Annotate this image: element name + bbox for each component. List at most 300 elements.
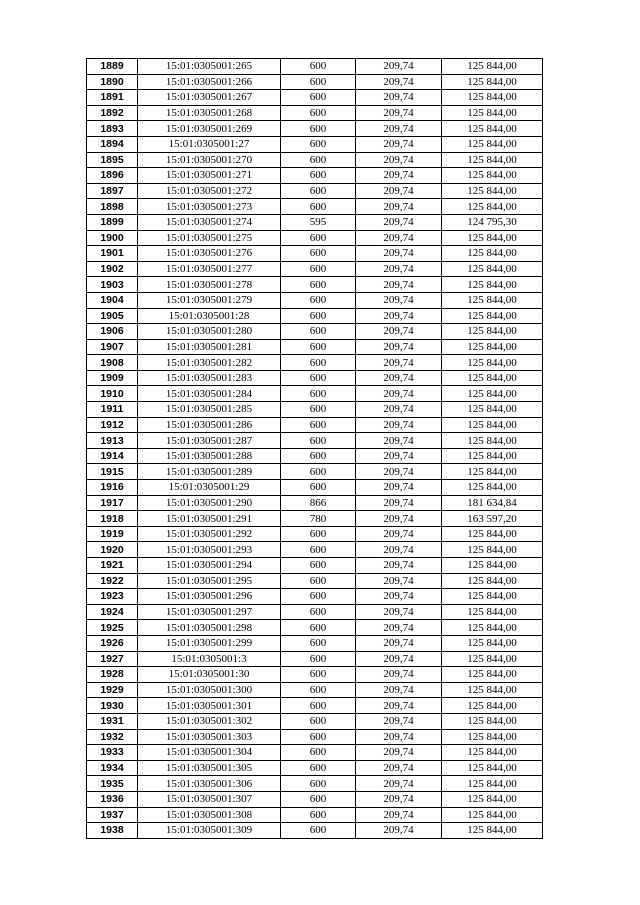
area-cell: 595 (281, 214, 356, 230)
area-cell: 600 (281, 308, 356, 324)
cadastral-number-cell: 15:01:0305001:295 (138, 573, 281, 589)
rate-cell: 209,74 (356, 324, 442, 340)
cadastral-value-cell: 125 844,00 (442, 370, 543, 386)
cadastral-value-cell: 125 844,00 (442, 667, 543, 683)
cadastral-value-cell: 125 844,00 (442, 448, 543, 464)
cadastral-number-cell: 15:01:0305001:296 (138, 589, 281, 605)
table-row (87, 74, 543, 90)
row-number-cell: 1914 (87, 448, 138, 464)
cadastral-value-cell: 125 844,00 (442, 480, 543, 496)
cadastral-value-cell: 125 844,00 (442, 74, 543, 90)
table-row (87, 604, 543, 620)
rate-cell: 209,74 (356, 464, 442, 480)
area-cell: 600 (281, 168, 356, 184)
cadastral-value-cell: 125 844,00 (442, 277, 543, 293)
cadastral-number-cell: 15:01:0305001:275 (138, 230, 281, 246)
rate-cell: 209,74 (356, 168, 442, 184)
table-row (87, 105, 543, 121)
rate-cell: 209,74 (356, 121, 442, 137)
table-row (87, 776, 543, 792)
area-cell: 600 (281, 152, 356, 168)
table-row (87, 277, 543, 293)
cadastral-value-cell: 125 844,00 (442, 90, 543, 106)
cadastral-number-cell: 15:01:0305001:291 (138, 511, 281, 527)
table-row (87, 59, 543, 75)
area-cell: 600 (281, 620, 356, 636)
row-number-cell: 1889 (87, 59, 138, 75)
row-number-cell: 1890 (87, 74, 138, 90)
area-cell: 600 (281, 105, 356, 121)
cadastral-number-cell: 15:01:0305001:286 (138, 417, 281, 433)
area-cell: 600 (281, 604, 356, 620)
cadastral-number-cell: 15:01:0305001:304 (138, 745, 281, 761)
cadastral-value-cell: 125 844,00 (442, 558, 543, 574)
area-cell: 600 (281, 230, 356, 246)
table-row (87, 791, 543, 807)
table-row (87, 682, 543, 698)
cadastral-value-cell: 125 844,00 (442, 713, 543, 729)
table-row (87, 417, 543, 433)
row-number-cell: 1908 (87, 355, 138, 371)
rate-cell: 209,74 (356, 417, 442, 433)
rate-cell: 209,74 (356, 105, 442, 121)
cadastral-number-cell: 15:01:0305001:305 (138, 760, 281, 776)
row-number-cell: 1926 (87, 635, 138, 651)
area-cell: 600 (281, 667, 356, 683)
cadastral-value-cell: 125 844,00 (442, 230, 543, 246)
row-number-cell: 1934 (87, 760, 138, 776)
table-row (87, 511, 543, 527)
area-cell: 600 (281, 433, 356, 449)
area-cell: 600 (281, 542, 356, 558)
area-cell: 600 (281, 480, 356, 496)
cadastral-value-cell: 124 795,30 (442, 214, 543, 230)
row-number-cell: 1925 (87, 620, 138, 636)
area-cell: 600 (281, 526, 356, 542)
row-number-cell: 1930 (87, 698, 138, 714)
table-row (87, 261, 543, 277)
cadastral-number-cell: 15:01:0305001:30 (138, 667, 281, 683)
area-cell: 600 (281, 823, 356, 839)
row-number-cell: 1922 (87, 573, 138, 589)
area-cell: 600 (281, 370, 356, 386)
row-number-cell: 1903 (87, 277, 138, 293)
cadastral-number-cell: 15:01:0305001:303 (138, 729, 281, 745)
area-cell: 600 (281, 589, 356, 605)
cadastral-value-cell: 125 844,00 (442, 355, 543, 371)
row-number-cell: 1893 (87, 121, 138, 137)
cadastral-number-cell: 15:01:0305001:293 (138, 542, 281, 558)
cadastral-number-cell: 15:01:0305001:27 (138, 136, 281, 152)
row-number-cell: 1918 (87, 511, 138, 527)
rate-cell: 209,74 (356, 745, 442, 761)
row-number-cell: 1936 (87, 791, 138, 807)
row-number-cell: 1905 (87, 308, 138, 324)
rate-cell: 209,74 (356, 620, 442, 636)
area-cell: 780 (281, 511, 356, 527)
area-cell: 600 (281, 121, 356, 137)
table-row (87, 698, 543, 714)
rate-cell: 209,74 (356, 74, 442, 90)
cadastral-number-cell: 15:01:0305001:298 (138, 620, 281, 636)
cadastral-value-cell: 125 844,00 (442, 464, 543, 480)
area-cell: 600 (281, 261, 356, 277)
table-row (87, 402, 543, 418)
area-cell: 600 (281, 791, 356, 807)
row-number-cell: 1913 (87, 433, 138, 449)
row-number-cell: 1929 (87, 682, 138, 698)
cadastral-value-cell: 125 844,00 (442, 807, 543, 823)
area-cell: 600 (281, 246, 356, 262)
table-row (87, 667, 543, 683)
table-row (87, 136, 543, 152)
area-cell: 600 (281, 292, 356, 308)
area-cell: 600 (281, 464, 356, 480)
row-number-cell: 1901 (87, 246, 138, 262)
row-number-cell: 1931 (87, 713, 138, 729)
cadastral-value-cell: 125 844,00 (442, 261, 543, 277)
table-row (87, 635, 543, 651)
table-row (87, 713, 543, 729)
cadastral-number-cell: 15:01:0305001:283 (138, 370, 281, 386)
cadastral-value-cell: 125 844,00 (442, 698, 543, 714)
cadastral-number-cell: 15:01:0305001:290 (138, 495, 281, 511)
cadastral-value-cell: 125 844,00 (442, 339, 543, 355)
area-cell: 600 (281, 277, 356, 293)
row-number-cell: 1937 (87, 807, 138, 823)
cadastral-value-cell: 125 844,00 (442, 526, 543, 542)
cadastral-number-cell: 15:01:0305001:306 (138, 776, 281, 792)
area-cell: 600 (281, 776, 356, 792)
cadastral-number-cell: 15:01:0305001:279 (138, 292, 281, 308)
area-cell: 600 (281, 760, 356, 776)
rate-cell: 209,74 (356, 776, 442, 792)
table-row (87, 433, 543, 449)
area-cell: 600 (281, 698, 356, 714)
table-row (87, 745, 543, 761)
row-number-cell: 1897 (87, 183, 138, 199)
cadastral-value-cell: 125 844,00 (442, 729, 543, 745)
rate-cell: 209,74 (356, 277, 442, 293)
cadastral-number-cell: 15:01:0305001:269 (138, 121, 281, 137)
row-number-cell: 1910 (87, 386, 138, 402)
rate-cell: 209,74 (356, 355, 442, 371)
cadastral-number-cell: 15:01:0305001:294 (138, 558, 281, 574)
rate-cell: 209,74 (356, 402, 442, 418)
table-row (87, 199, 543, 215)
table-row (87, 448, 543, 464)
row-number-cell: 1923 (87, 589, 138, 605)
rate-cell: 209,74 (356, 199, 442, 215)
rate-cell: 209,74 (356, 183, 442, 199)
row-number-cell: 1917 (87, 495, 138, 511)
rate-cell: 209,74 (356, 261, 442, 277)
area-cell: 600 (281, 386, 356, 402)
rate-cell: 209,74 (356, 59, 442, 75)
cadastral-number-cell: 15:01:0305001:266 (138, 74, 281, 90)
cadastral-number-cell: 15:01:0305001:274 (138, 214, 281, 230)
cadastral-value-cell: 125 844,00 (442, 589, 543, 605)
cadastral-value-cell: 125 844,00 (442, 308, 543, 324)
row-number-cell: 1920 (87, 542, 138, 558)
rate-cell: 209,74 (356, 729, 442, 745)
row-number-cell: 1902 (87, 261, 138, 277)
cadastral-number-cell: 15:01:0305001:270 (138, 152, 281, 168)
table-row (87, 292, 543, 308)
cadastral-value-cell: 125 844,00 (442, 402, 543, 418)
table-row (87, 246, 543, 262)
cadastral-number-cell: 15:01:0305001:301 (138, 698, 281, 714)
row-number-cell: 1927 (87, 651, 138, 667)
area-cell: 600 (281, 682, 356, 698)
cadastral-value-cell: 125 844,00 (442, 324, 543, 340)
rate-cell: 209,74 (356, 558, 442, 574)
area-cell: 600 (281, 324, 356, 340)
row-number-cell: 1935 (87, 776, 138, 792)
rate-cell: 209,74 (356, 308, 442, 324)
cadastral-number-cell: 15:01:0305001:28 (138, 308, 281, 324)
cadastral-value-cell: 125 844,00 (442, 620, 543, 636)
row-number-cell: 1894 (87, 136, 138, 152)
row-number-cell: 1898 (87, 199, 138, 215)
cadastral-value-cell: 125 844,00 (442, 682, 543, 698)
cadastral-value-cell: 125 844,00 (442, 542, 543, 558)
table-row (87, 729, 543, 745)
table-row (87, 121, 543, 137)
area-cell: 600 (281, 136, 356, 152)
rate-cell: 209,74 (356, 760, 442, 776)
table-row (87, 573, 543, 589)
cadastral-number-cell: 15:01:0305001:299 (138, 635, 281, 651)
cadastral-value-cell: 125 844,00 (442, 823, 543, 839)
table-row (87, 230, 543, 246)
cadastral-value-cell: 125 844,00 (442, 791, 543, 807)
cadastral-value-cell: 125 844,00 (442, 604, 543, 620)
rate-cell: 209,74 (356, 807, 442, 823)
cadastral-number-cell: 15:01:0305001:280 (138, 324, 281, 340)
table-row (87, 386, 543, 402)
row-number-cell: 1928 (87, 667, 138, 683)
area-cell: 600 (281, 74, 356, 90)
cadastral-value-cell: 125 844,00 (442, 776, 543, 792)
row-number-cell: 1907 (87, 339, 138, 355)
table-row (87, 542, 543, 558)
cadastral-value-cell: 125 844,00 (442, 152, 543, 168)
table-row (87, 760, 543, 776)
rate-cell: 209,74 (356, 230, 442, 246)
area-cell: 866 (281, 495, 356, 511)
cadastral-value-cell: 181 634,84 (442, 495, 543, 511)
cadastral-value-cell: 163 597,20 (442, 511, 543, 527)
cadastral-number-cell: 15:01:0305001:288 (138, 448, 281, 464)
row-number-cell: 1909 (87, 370, 138, 386)
cadastral-number-cell: 15:01:0305001:278 (138, 277, 281, 293)
area-cell: 600 (281, 573, 356, 589)
area-cell: 600 (281, 199, 356, 215)
area-cell: 600 (281, 713, 356, 729)
table-row (87, 651, 543, 667)
row-number-cell: 1906 (87, 324, 138, 340)
cadastral-number-cell: 15:01:0305001:268 (138, 105, 281, 121)
parcels-table (86, 58, 543, 839)
area-cell: 600 (281, 651, 356, 667)
area-cell: 600 (281, 558, 356, 574)
area-cell: 600 (281, 807, 356, 823)
cadastral-value-cell: 125 844,00 (442, 417, 543, 433)
area-cell: 600 (281, 402, 356, 418)
rate-cell: 209,74 (356, 791, 442, 807)
cadastral-number-cell: 15:01:0305001:307 (138, 791, 281, 807)
rate-cell: 209,74 (356, 823, 442, 839)
table-row (87, 823, 543, 839)
area-cell: 600 (281, 183, 356, 199)
table-row (87, 183, 543, 199)
cadastral-value-cell: 125 844,00 (442, 105, 543, 121)
cadastral-number-cell: 15:01:0305001:284 (138, 386, 281, 402)
row-number-cell: 1899 (87, 214, 138, 230)
row-number-cell: 1921 (87, 558, 138, 574)
table-row (87, 168, 543, 184)
area-cell: 600 (281, 448, 356, 464)
area-cell: 600 (281, 339, 356, 355)
row-number-cell: 1916 (87, 480, 138, 496)
cadastral-value-cell: 125 844,00 (442, 292, 543, 308)
table-row (87, 339, 543, 355)
table-row (87, 589, 543, 605)
rate-cell: 209,74 (356, 604, 442, 620)
row-number-cell: 1895 (87, 152, 138, 168)
cadastral-number-cell: 15:01:0305001:282 (138, 355, 281, 371)
row-number-cell: 1938 (87, 823, 138, 839)
rate-cell: 209,74 (356, 651, 442, 667)
row-number-cell: 1900 (87, 230, 138, 246)
rate-cell: 209,74 (356, 667, 442, 683)
cadastral-number-cell: 15:01:0305001:292 (138, 526, 281, 542)
rate-cell: 209,74 (356, 90, 442, 106)
rate-cell: 209,74 (356, 136, 442, 152)
table-row (87, 152, 543, 168)
area-cell: 600 (281, 90, 356, 106)
rate-cell: 209,74 (356, 152, 442, 168)
table-row (87, 90, 543, 106)
cadastral-value-cell: 125 844,00 (442, 573, 543, 589)
row-number-cell: 1933 (87, 745, 138, 761)
rate-cell: 209,74 (356, 433, 442, 449)
cadastral-number-cell: 15:01:0305001:297 (138, 604, 281, 620)
rate-cell: 209,74 (356, 448, 442, 464)
rate-cell: 209,74 (356, 589, 442, 605)
rate-cell: 209,74 (356, 635, 442, 651)
cadastral-value-cell: 125 844,00 (442, 745, 543, 761)
rate-cell: 209,74 (356, 511, 442, 527)
cadastral-value-cell: 125 844,00 (442, 199, 543, 215)
rate-cell: 209,74 (356, 682, 442, 698)
area-cell: 600 (281, 417, 356, 433)
cadastral-value-cell: 125 844,00 (442, 635, 543, 651)
rate-cell: 209,74 (356, 370, 442, 386)
area-cell: 600 (281, 355, 356, 371)
table-row (87, 214, 543, 230)
rate-cell: 209,74 (356, 386, 442, 402)
rate-cell: 209,74 (356, 526, 442, 542)
row-number-cell: 1896 (87, 168, 138, 184)
cadastral-number-cell: 15:01:0305001:285 (138, 402, 281, 418)
rate-cell: 209,74 (356, 292, 442, 308)
row-number-cell: 1891 (87, 90, 138, 106)
row-number-cell: 1932 (87, 729, 138, 745)
cadastral-number-cell: 15:01:0305001:276 (138, 246, 281, 262)
cadastral-number-cell: 15:01:0305001:3 (138, 651, 281, 667)
cadastral-number-cell: 15:01:0305001:289 (138, 464, 281, 480)
table-row (87, 526, 543, 542)
row-number-cell: 1912 (87, 417, 138, 433)
rate-cell: 209,74 (356, 480, 442, 496)
area-cell: 600 (281, 729, 356, 745)
table-row (87, 807, 543, 823)
table-row (87, 620, 543, 636)
table-row (87, 464, 543, 480)
rate-cell: 209,74 (356, 246, 442, 262)
cadastral-value-cell: 125 844,00 (442, 386, 543, 402)
cadastral-value-cell: 125 844,00 (442, 136, 543, 152)
row-number-cell: 1904 (87, 292, 138, 308)
cadastral-number-cell: 15:01:0305001:287 (138, 433, 281, 449)
rate-cell: 209,74 (356, 214, 442, 230)
cadastral-number-cell: 15:01:0305001:271 (138, 168, 281, 184)
table-row (87, 370, 543, 386)
cadastral-number-cell: 15:01:0305001:308 (138, 807, 281, 823)
cadastral-value-cell: 125 844,00 (442, 246, 543, 262)
area-cell: 600 (281, 59, 356, 75)
cadastral-number-cell: 15:01:0305001:29 (138, 480, 281, 496)
row-number-cell: 1924 (87, 604, 138, 620)
rate-cell: 209,74 (356, 713, 442, 729)
row-number-cell: 1915 (87, 464, 138, 480)
cadastral-number-cell: 15:01:0305001:272 (138, 183, 281, 199)
cadastral-number-cell: 15:01:0305001:273 (138, 199, 281, 215)
cadastral-value-cell: 125 844,00 (442, 760, 543, 776)
parcels-table-body (87, 59, 543, 839)
cadastral-number-cell: 15:01:0305001:300 (138, 682, 281, 698)
table-row (87, 324, 543, 340)
rate-cell: 209,74 (356, 542, 442, 558)
cadastral-number-cell: 15:01:0305001:277 (138, 261, 281, 277)
cadastral-value-cell: 125 844,00 (442, 168, 543, 184)
cadastral-number-cell: 15:01:0305001:309 (138, 823, 281, 839)
rate-cell: 209,74 (356, 573, 442, 589)
cadastral-number-cell: 15:01:0305001:265 (138, 59, 281, 75)
table-row (87, 480, 543, 496)
area-cell: 600 (281, 635, 356, 651)
cadastral-value-cell: 125 844,00 (442, 433, 543, 449)
table-row (87, 308, 543, 324)
cadastral-value-cell: 125 844,00 (442, 183, 543, 199)
table-row (87, 558, 543, 574)
cadastral-number-cell: 15:01:0305001:302 (138, 713, 281, 729)
rate-cell: 209,74 (356, 339, 442, 355)
area-cell: 600 (281, 745, 356, 761)
rate-cell: 209,74 (356, 698, 442, 714)
cadastral-number-cell: 15:01:0305001:267 (138, 90, 281, 106)
cadastral-value-cell: 125 844,00 (442, 59, 543, 75)
cadastral-number-cell: 15:01:0305001:281 (138, 339, 281, 355)
row-number-cell: 1892 (87, 105, 138, 121)
rate-cell: 209,74 (356, 495, 442, 511)
cadastral-value-cell: 125 844,00 (442, 651, 543, 667)
row-number-cell: 1919 (87, 526, 138, 542)
row-number-cell: 1911 (87, 402, 138, 418)
table-row (87, 355, 543, 371)
